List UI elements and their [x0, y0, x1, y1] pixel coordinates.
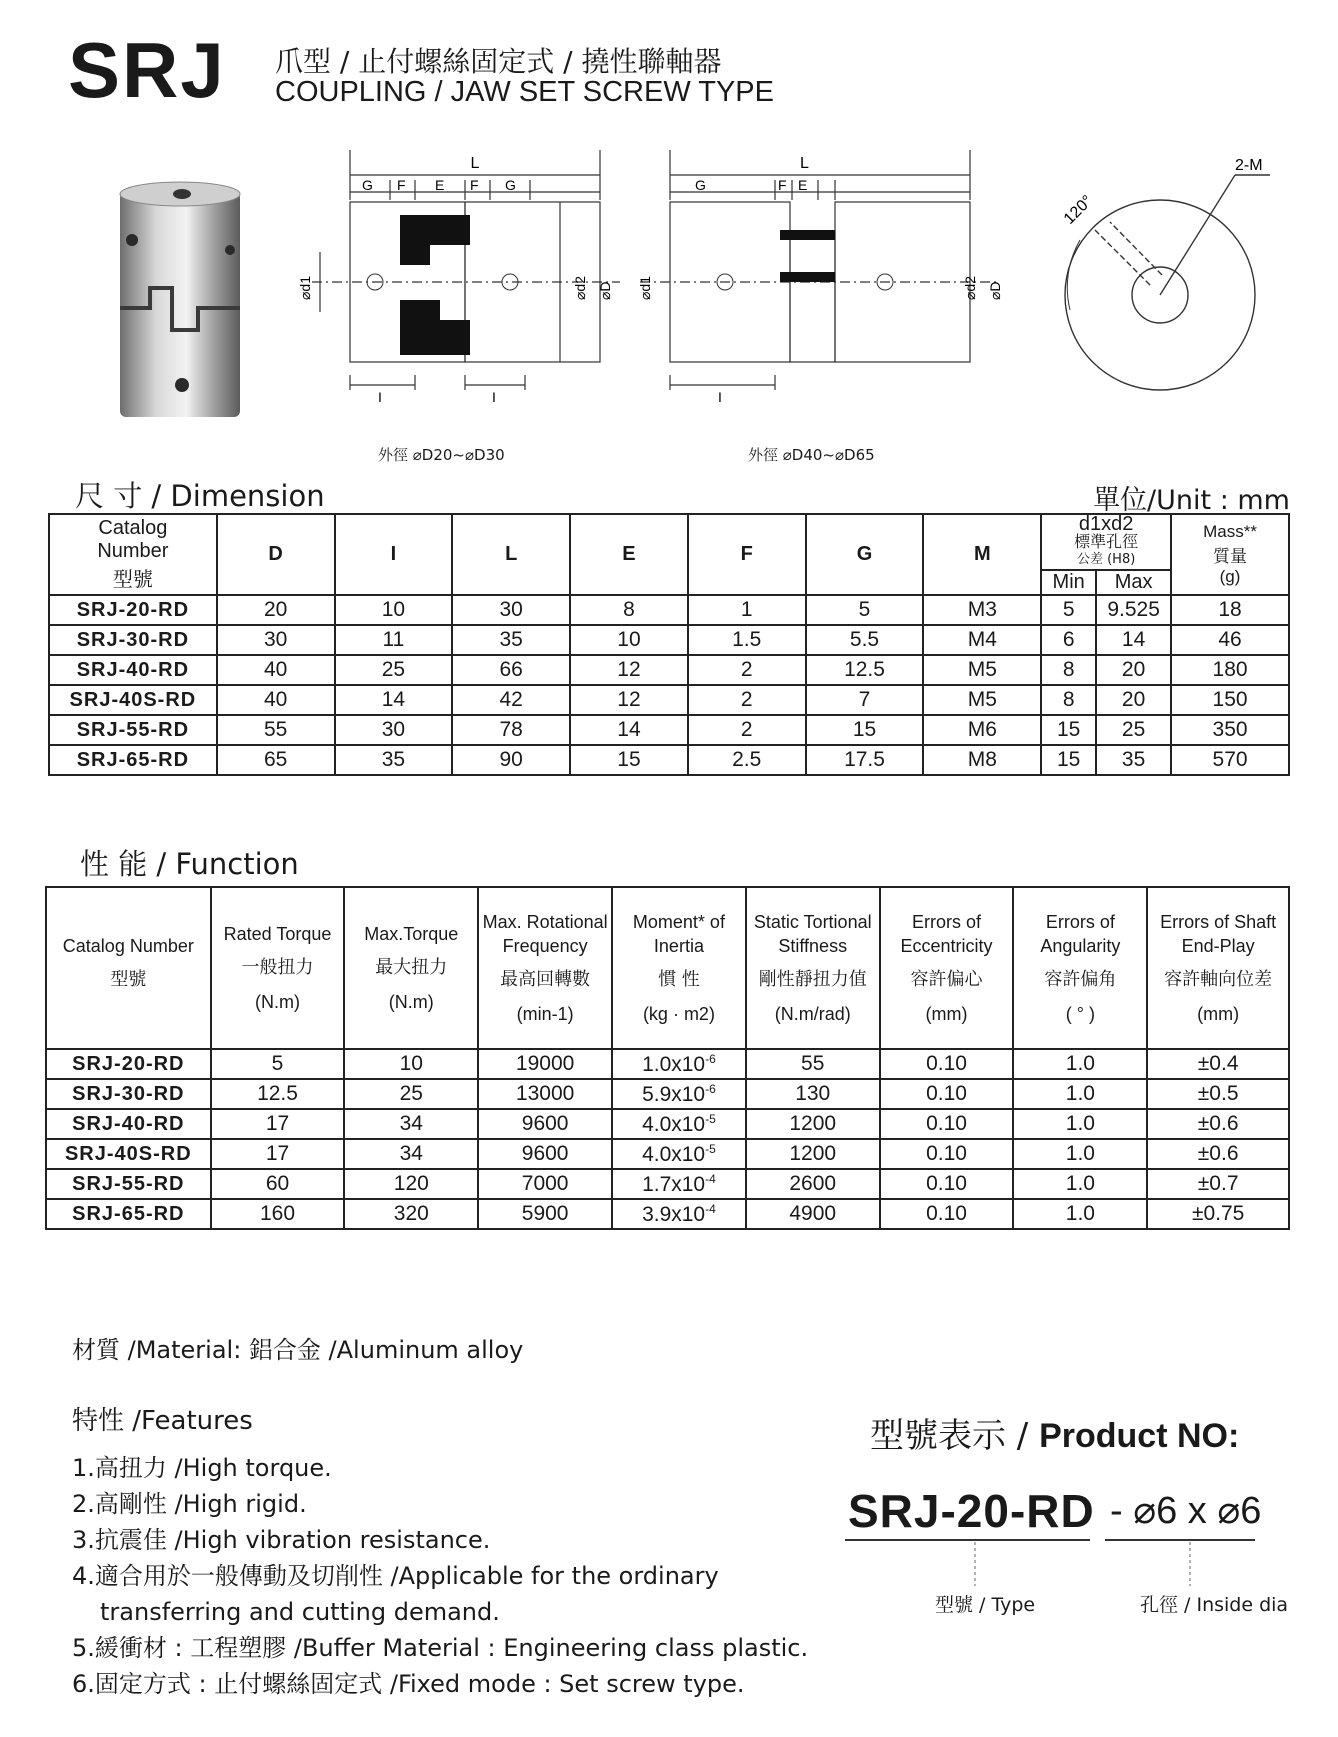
label-angle: 120°	[1060, 192, 1097, 228]
header-catalog: Catalog Number 型號	[49, 514, 217, 595]
cell-rated: 5	[211, 1049, 345, 1079]
cell-ang: 1.0	[1013, 1139, 1147, 1169]
cell-min: 8	[1041, 685, 1096, 715]
cell-M: M5	[923, 655, 1041, 685]
cell-D: 20	[217, 595, 335, 625]
cell-min: 15	[1041, 745, 1096, 775]
cell-max: 320	[344, 1199, 478, 1229]
caption-large: 外徑 ⌀D40~⌀D65	[748, 446, 875, 464]
label-F-right: F	[470, 177, 479, 193]
cell-I: 10	[335, 595, 453, 625]
cell-freq: 13000	[478, 1079, 612, 1109]
header-F: F	[688, 514, 806, 595]
cell-mass: 150	[1171, 685, 1289, 715]
label-F2: F	[778, 177, 787, 193]
function-row	[46, 1109, 1289, 1139]
fn-header-3: Max. Rotational Frequency 最高回轉數 (min-1)	[478, 887, 612, 1049]
cell-rated: 160	[211, 1199, 345, 1229]
header-mass: Mass** 質量 (g)	[1171, 514, 1289, 595]
dimension-row	[49, 655, 1289, 685]
cell-I: 14	[335, 685, 453, 715]
cell-inertia: $4.0x10^{-5}$	[612, 1109, 746, 1139]
cell-freq: 19000	[478, 1049, 612, 1079]
cell-cat: SRJ-30-RD	[46, 1079, 211, 1109]
dimension-row	[49, 625, 1289, 655]
label-L2: L	[800, 155, 809, 172]
cell-F: 2	[688, 655, 806, 685]
header-max: Max	[1096, 570, 1171, 595]
label-d2-2: ⌀d2	[962, 275, 978, 300]
cell-D: 55	[217, 715, 335, 745]
function-row	[46, 1169, 1289, 1199]
function-table	[45, 886, 1290, 1230]
cell-max: 120	[344, 1169, 478, 1199]
coupling-photo	[110, 180, 250, 430]
cell-ecc: 0.10	[880, 1109, 1014, 1139]
fn-header-1: Rated Torque 一般扭力 (N.m)	[211, 887, 345, 1049]
drawing-end-view	[1030, 150, 1290, 410]
cell-G: 15	[806, 715, 924, 745]
cell-rated: 60	[211, 1169, 345, 1199]
cell-stiff: 1200	[746, 1139, 880, 1169]
feature-item: 3.抗震佳 /High vibration resistance.	[72, 1526, 491, 1554]
cell-inertia: $4.0x10^{-5}$	[612, 1139, 746, 1169]
cell-E: 10	[570, 625, 688, 655]
label-I-right: I	[492, 389, 496, 405]
cell-max: 25	[1096, 715, 1171, 745]
dimension-row	[49, 745, 1289, 775]
cell-M: M3	[923, 595, 1041, 625]
drawing-small-coupling	[297, 140, 630, 410]
cell-L: 78	[452, 715, 570, 745]
cell-I: 30	[335, 715, 453, 745]
label-I2: I	[718, 389, 722, 405]
feature-item: 5.緩衝材 : 工程塑膠 /Buffer Material : Engineering class plastic.	[72, 1634, 809, 1662]
cell-M: M8	[923, 745, 1041, 775]
dimension-heading: 尺 寸 / Dimension	[75, 479, 325, 513]
cell-I: 35	[335, 745, 453, 775]
cell-F: 1.5	[688, 625, 806, 655]
cell-end: ±0.75	[1147, 1199, 1289, 1229]
title-english: COUPLING / JAW SET SCREW TYPE	[275, 76, 774, 108]
brand-logo: SRJ	[68, 26, 226, 114]
feature-item: 4.適合用於一般傳動及切削性 /Applicable for the ordinary	[72, 1562, 719, 1590]
feature-item: transferring and cutting demand.	[100, 1598, 500, 1626]
cell-freq: 7000	[478, 1169, 612, 1199]
label-d2: ⌀d2	[572, 275, 588, 300]
cell-end: ±0.7	[1147, 1169, 1289, 1199]
cell-L: 35	[452, 625, 570, 655]
cell-ecc: 0.10	[880, 1199, 1014, 1229]
fn-header-7: Errors of Angularity 容許偏角 ( ° )	[1013, 887, 1147, 1049]
cell-L: 42	[452, 685, 570, 715]
dimension-row	[49, 715, 1289, 745]
unit-label: 單位/Unit : mm	[1093, 485, 1290, 516]
label-L: L	[470, 155, 480, 172]
header-L: L	[452, 514, 570, 595]
fn-header-5: Static Tortional Stiffness 剛性靜扭力值 (N.m/rad)	[746, 887, 880, 1049]
feature-item: 2.高剛性 /High rigid.	[72, 1490, 307, 1518]
cell-rated: 17	[211, 1139, 345, 1169]
features-list	[72, 1450, 808, 1702]
cell-min: 6	[1041, 625, 1096, 655]
cell-E: 12	[570, 655, 688, 685]
cell-max: 25	[344, 1079, 478, 1109]
header-M: M	[923, 514, 1041, 595]
cell-mass: 570	[1171, 745, 1289, 775]
cell-inertia: $5.9x10^{-6}$	[612, 1079, 746, 1109]
cell-min: 15	[1041, 715, 1096, 745]
cell-M: M5	[923, 685, 1041, 715]
function-row	[46, 1049, 1289, 1079]
cell-E: 8	[570, 595, 688, 625]
cell-cat: SRJ-65-RD	[49, 745, 217, 775]
fn-header-2: Max.Torque 最大扭力 (N.m)	[344, 887, 478, 1049]
cell-mass: 180	[1171, 655, 1289, 685]
cell-stiff: 4900	[746, 1199, 880, 1229]
cell-rated: 17	[211, 1109, 345, 1139]
fn-header-8: Errors of Shaft End-Play 容許軸向位差 (mm)	[1147, 887, 1289, 1049]
dimension-row	[49, 595, 1289, 625]
cell-L: 90	[452, 745, 570, 775]
function-heading: 性 能 / Function	[80, 847, 299, 881]
cell-ang: 1.0	[1013, 1049, 1147, 1079]
label-D-2: ⌀D	[987, 281, 1003, 300]
cell-stiff: 130	[746, 1079, 880, 1109]
cell-ecc: 0.10	[880, 1049, 1014, 1079]
cell-max: 9.525	[1096, 595, 1171, 625]
cell-cat: SRJ-65-RD	[46, 1199, 211, 1229]
cell-stiff: 2600	[746, 1169, 880, 1199]
material-text: 材質 /Material: 鋁合金 /Aluminum alloy	[72, 1336, 524, 1364]
cell-max: 20	[1096, 655, 1171, 685]
label-d1-2: ⌀d1	[637, 275, 653, 300]
cell-freq: 5900	[478, 1199, 612, 1229]
cell-ecc: 0.10	[880, 1079, 1014, 1109]
function-row	[46, 1079, 1289, 1109]
cell-D: 40	[217, 655, 335, 685]
cell-ang: 1.0	[1013, 1169, 1147, 1199]
cell-G: 5	[806, 595, 924, 625]
header-min: Min	[1041, 570, 1096, 595]
cell-cat: SRJ-20-RD	[46, 1049, 211, 1079]
cell-freq: 9600	[478, 1139, 612, 1169]
label-G-left: G	[362, 177, 373, 193]
cell-mass: 46	[1171, 625, 1289, 655]
cell-max: 20	[1096, 685, 1171, 715]
cell-inertia: $1.7x10^{-4}$	[612, 1169, 746, 1199]
header-I: I	[335, 514, 453, 595]
dimension-table	[48, 513, 1290, 776]
cell-F: 2.5	[688, 745, 806, 775]
cell-I: 11	[335, 625, 453, 655]
product-no-leaders	[845, 1538, 1275, 1588]
cell-cat: SRJ-55-RD	[46, 1169, 211, 1199]
cell-F: 2	[688, 685, 806, 715]
label-type: 型號 / Type	[935, 1594, 1036, 1616]
cell-G: 5.5	[806, 625, 924, 655]
cell-F: 2	[688, 715, 806, 745]
cell-M: M4	[923, 625, 1041, 655]
fn-header-4: Moment* of Inertia 慣 性 (kg · m2)	[612, 887, 746, 1049]
cell-end: ±0.4	[1147, 1049, 1289, 1079]
cell-end: ±0.5	[1147, 1079, 1289, 1109]
cell-cat: SRJ-40-RD	[49, 655, 217, 685]
cell-max: 14	[1096, 625, 1171, 655]
label-E2: E	[798, 177, 808, 193]
cell-ang: 1.0	[1013, 1079, 1147, 1109]
cell-cat: SRJ-40-RD	[46, 1109, 211, 1139]
cell-cat: SRJ-30-RD	[49, 625, 217, 655]
cell-I: 25	[335, 655, 453, 685]
cell-ang: 1.0	[1013, 1109, 1147, 1139]
cell-ecc: 0.10	[880, 1139, 1014, 1169]
fn-header-0: Catalog Number 型號	[46, 887, 211, 1049]
cell-max: 10	[344, 1049, 478, 1079]
cell-max: 34	[344, 1109, 478, 1139]
label-G2: G	[695, 177, 706, 193]
header-bore: d1xd2 標準孔徑 公差 (H8)	[1041, 514, 1171, 570]
cell-inertia: $1.0x10^{-6}$	[612, 1049, 746, 1079]
fn-header-6: Errors of Eccentricity 容許偏心 (mm)	[880, 887, 1014, 1049]
cell-max: 35	[1096, 745, 1171, 775]
product-bore: - ⌀6 x ⌀6	[1110, 1490, 1262, 1532]
cell-G: 7	[806, 685, 924, 715]
label-holes: 2-M	[1235, 157, 1263, 174]
features-heading: 特性 /Features	[72, 1406, 253, 1436]
cell-mass: 350	[1171, 715, 1289, 745]
label-inside-dia: 孔徑 / Inside dia	[1140, 1594, 1289, 1616]
feature-item: 6.固定方式 : 止付螺絲固定式 /Fixed mode : Set screw type.	[72, 1670, 745, 1698]
cell-G: 17.5	[806, 745, 924, 775]
cell-cat: SRJ-40S-RD	[46, 1139, 211, 1169]
cell-E: 12	[570, 685, 688, 715]
cell-D: 40	[217, 685, 335, 715]
drawing-large-coupling	[637, 140, 1010, 410]
cell-min: 8	[1041, 655, 1096, 685]
product-no-heading: 型號表示 / Product NO:	[870, 1416, 1240, 1456]
caption-small: 外徑 ⌀D20~⌀D30	[378, 446, 505, 464]
cell-E: 15	[570, 745, 688, 775]
cell-stiff: 55	[746, 1049, 880, 1079]
cell-end: ±0.6	[1147, 1139, 1289, 1169]
cell-F: 1	[688, 595, 806, 625]
label-F-left: F	[397, 177, 406, 193]
cell-mass: 18	[1171, 595, 1289, 625]
function-row	[46, 1139, 1289, 1169]
dimension-row	[49, 685, 1289, 715]
cell-stiff: 1200	[746, 1109, 880, 1139]
label-d1: ⌀d1	[297, 275, 313, 300]
cell-rated: 12.5	[211, 1079, 345, 1109]
cell-max: 34	[344, 1139, 478, 1169]
cell-G: 12.5	[806, 655, 924, 685]
label-G-right: G	[505, 177, 516, 193]
cell-ang: 1.0	[1013, 1199, 1147, 1229]
header-E: E	[570, 514, 688, 595]
title-chinese: 爪型 / 止付螺絲固定式 / 撓性聯軸器	[275, 45, 722, 78]
label-I-left: I	[378, 389, 382, 405]
cell-freq: 9600	[478, 1109, 612, 1139]
cell-min: 5	[1041, 595, 1096, 625]
cell-cat: SRJ-40S-RD	[49, 685, 217, 715]
feature-item: 1.高扭力 /High torque.	[72, 1454, 332, 1482]
cell-L: 30	[452, 595, 570, 625]
cell-D: 30	[217, 625, 335, 655]
cell-cat: SRJ-20-RD	[49, 595, 217, 625]
cell-cat: SRJ-55-RD	[49, 715, 217, 745]
cell-E: 14	[570, 715, 688, 745]
cell-end: ±0.6	[1147, 1109, 1289, 1139]
cell-M: M6	[923, 715, 1041, 745]
header-G: G	[806, 514, 924, 595]
cell-D: 65	[217, 745, 335, 775]
cell-inertia: $3.9x10^{-4}$	[612, 1199, 746, 1229]
product-model: SRJ-20-RD	[848, 1485, 1095, 1537]
function-row	[46, 1199, 1289, 1229]
label-E: E	[435, 177, 445, 193]
cell-L: 66	[452, 655, 570, 685]
header-D: D	[217, 514, 335, 595]
label-D: ⌀D	[597, 281, 613, 300]
cell-ecc: 0.10	[880, 1169, 1014, 1199]
